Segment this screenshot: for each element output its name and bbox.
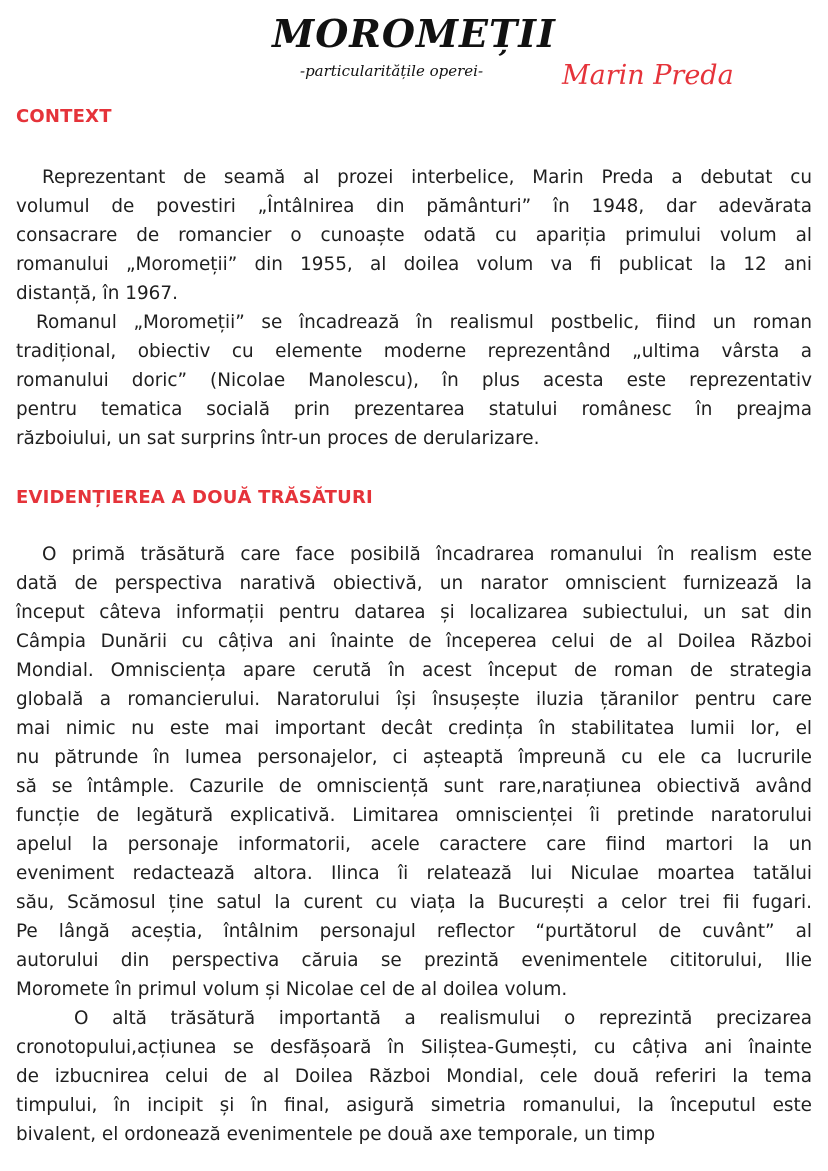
text-line: început câteva informații pentru datarea și localizarea subiectului, un sat din: [16, 602, 812, 623]
text-line: nu pătrunde în lumea personajelor, ci așteaptă împreună cu ele ca lucrurile: [16, 747, 812, 768]
document-title: MOROMEȚII: [272, 11, 556, 56]
text-line: O altă trăsătură importantă a realismului o reprezintă precizarea: [74, 1008, 812, 1029]
text-line: consacrare de romancier o cunoaște odată cu apariția primului volum al: [16, 225, 812, 246]
text-line: volumul de povestiri „Întâlnirea din pământuri” în 1948, dar adevărata: [16, 196, 812, 217]
text-line: bivalent, el ordonează evenimentele pe două axe temporale, un timp: [16, 1124, 656, 1145]
text-line: romanului doric” (Nicolae Manolescu), în plus acesta este reprezentativ: [16, 370, 812, 391]
text-line: său, Scămosul ține satul la curent cu viața la București a celor trei fii fugari.: [16, 892, 812, 913]
text-line: O primă trăsătură care face posibilă încadrarea romanului în realism este: [42, 544, 812, 565]
section-heading-context: CONTEXT: [16, 106, 112, 127]
text-line: să se întâmple. Cazurile de omnisciență sunt rare,narațiunea obiectivă având: [16, 776, 812, 797]
context-paragraph-1: [16, 163, 812, 308]
text-line: de izbucnirea celui de al Doilea Război Mondial, cele două referiri la tema: [16, 1066, 812, 1087]
text-line: mai nimic nu este mai important decât credința în stabilitatea lumii lor, el: [16, 718, 812, 739]
traits-paragraph-1: [16, 540, 812, 1004]
text-line: cronotopului,acțiunea se desfășoară în Siliștea-Gumești, cu câțiva ani înainte: [16, 1037, 812, 1058]
text-line: pentru tematica socială prin prezentarea statului românesc în preajma: [16, 399, 812, 420]
text-line: Mondial. Omnisciența apare cerută în acest început de roman de strategia: [16, 660, 812, 681]
section-heading-traits: EVIDENȚIEREA A DOUĂ TRĂSĂTURI: [16, 487, 373, 508]
text-line: Câmpia Dunării cu câțiva ani înainte de începerea celui de al Doilea Război: [16, 631, 812, 652]
text-line: Pe lângă aceștia, întâlnim personajul reflector “purtătorul de cuvânt” al: [16, 921, 812, 942]
text-line: romanului „Moromeții” din 1955, al doilea volum va fi publicat la 12 ani: [16, 254, 812, 275]
traits-paragraph-2: [16, 1004, 812, 1149]
text-line: funcție de legătură explicativă. Limitarea omniscienței îi pretinde naratorului: [16, 805, 812, 826]
text-line: războiului, un sat surprins într-un proces de derularizare.: [16, 428, 540, 449]
text-line: dată de perspectiva narativă obiectivă, un narator omniscient furnizează la: [16, 573, 812, 594]
text-line: Reprezentant de seamă al prozei interbelice, Marin Preda a debutat cu: [42, 167, 812, 188]
text-line: timpului, în incipit și în final, asigură simetria romanului, la începutul este: [16, 1095, 812, 1116]
text-line: distanță, în 1967.: [16, 283, 178, 304]
text-line: tradițional, obiectiv cu elemente moderne reprezentând „ultima vârsta a: [16, 341, 812, 362]
text-line: apelul la personaje informatorii, acele caractere care fiind martori la un: [16, 834, 812, 855]
text-line: eveniment redactează altora. Ilinca îi relatează lui Niculae moartea tatălui: [16, 863, 812, 884]
text-line: Romanul „Moromeții” se încadrează în realismul postbelic, fiind un roman: [36, 312, 812, 333]
text-line: globală a romancierului. Naratorului își însușește iluzia țăranilor pentru care: [16, 689, 812, 710]
text-line: Moromete în primul volum și Nicolae cel de al doilea volum.: [16, 979, 568, 1000]
author-name: Marin Preda: [562, 60, 734, 91]
context-paragraph-2: [16, 308, 812, 453]
document-subtitle: -particularitățile operei-: [300, 62, 484, 80]
text-line: autorului din perspectiva căruia se prezintă evenimentele cititorului, Ilie: [16, 950, 812, 971]
